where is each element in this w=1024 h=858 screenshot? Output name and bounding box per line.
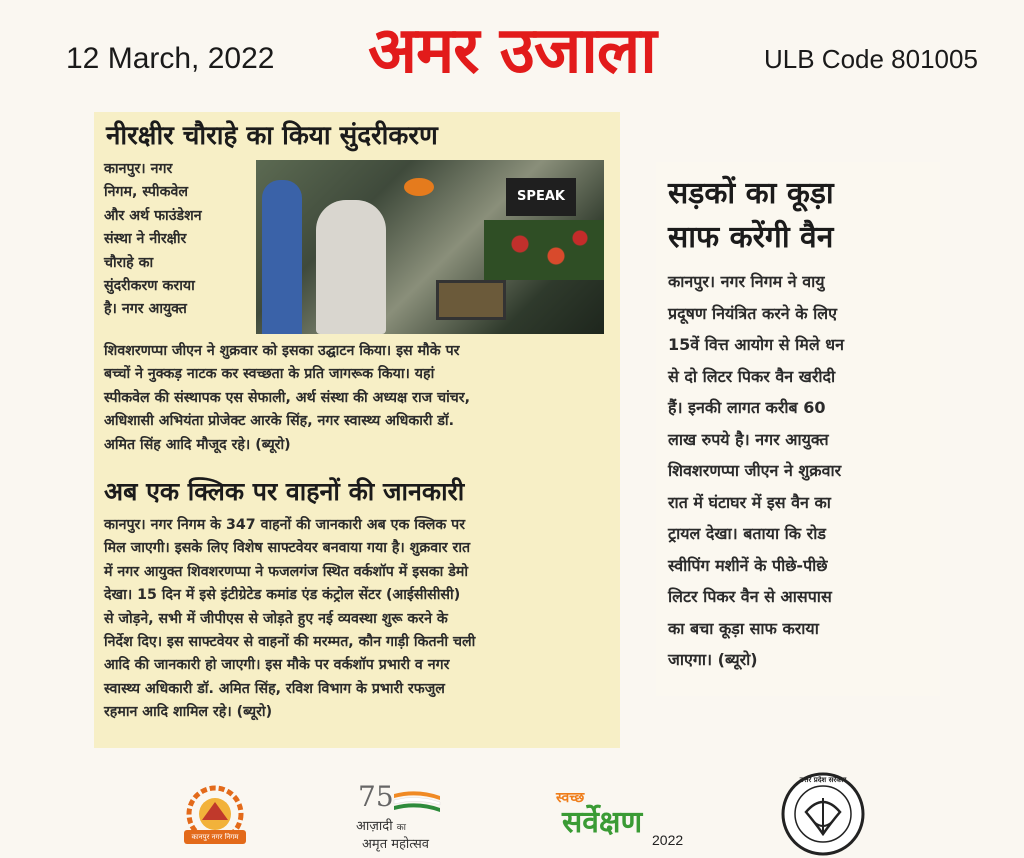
right-line: से दो लिटर पिकर वैन खरीदी [668,366,836,386]
article1-headline: नीरक्षीर चौराहे का किया सुंदरीकरण [106,121,438,151]
right-line: हैं। इनकी लागत करीब 60 [668,398,826,417]
photo-person-center [316,200,386,334]
swachh-top-text: स्वच्छ [556,790,585,806]
right-line: जाएगा। (ब्यूरो) [668,650,758,669]
photo-person-left [262,180,302,334]
article1-line: संस्था ने नीरक्षीर [104,231,187,248]
article2-line: से जोड़ने, सभी में जीपीएस से जोड़ते हुए नई व्यवस्था शुरू करने के [104,610,448,627]
swachh-survekshan-logo [554,784,694,850]
right-body [668,266,936,676]
swachh-year-text: 2022 [652,832,684,848]
up-seal-text: उत्तर प्रदेश सरकार [799,776,847,784]
right-line: लाख रुपये है। नगर आयुक्त [668,429,829,449]
right-line: शिवशरणप्पा जीएन ने शुक्रवार [668,461,842,480]
ulb-code-label: ULB Code 801005 [764,44,978,74]
article2-line: में नगर आयुक्त शिवशरणप्पा ने फजलगंज स्थित वर्कशॉप में इसका डेमो [104,563,469,580]
azadi-75-mark: 75 [358,780,394,813]
right-line: का बचा कूड़ा साफ कराया [668,618,819,638]
masthead-logo: अमर उजाला [368,14,656,88]
right-headline-line: साफ करेंगी वैन [668,220,834,255]
azadi-line1 [356,816,406,834]
right-line: लिटर पिकर वैन से आसपास [668,587,832,606]
right-line: ट्रायल देखा। बताया कि रोड [668,524,826,543]
article2-line: निर्देश दिए। इस साफ्टवेयर से वाहनों की मरम्मत, कौन गाड़ी कितनी चली [104,634,476,651]
article1-line: स्पीकवेल की संस्थापक एस सेफाली, अर्थ संस्था की अध्यक्ष राज चांचर, [104,389,470,406]
article1-line: अमित सिंह आदि मौजूद रहे। (ब्यूरो) [104,436,291,453]
photo-cart [436,280,506,320]
article1-line: कानपुर। नगर [104,161,173,177]
kanpur-logo-text: कानपुर नगर निगम [191,833,239,841]
flag-icon [392,790,442,814]
up-government-seal [780,772,866,856]
right-news-clipping [656,162,940,696]
article1-line: है। नगर आयुक्त [104,301,187,318]
azadi-ka-word: का [396,823,406,833]
article2-line: कानपुर। नगर निगम के 347 वाहनों की जानकारी अब एक क्लिक पर [104,517,466,533]
article1-line: बच्चों ने नुक्कड़ नाटक कर स्वच्छता के प्रति जागरूक किया। यहां [104,366,435,383]
article1-narrow-column [104,158,254,322]
article1-full-column [104,340,614,457]
article1-line: और अर्थ फाउंडेशन [104,207,202,224]
article1-photo [256,160,604,334]
date-label: 12 March, 2022 [66,42,275,75]
photo-flowers [484,220,604,280]
article2-line: स्वास्थ्य अधिकारी डॉ. अमित सिंह, रविश विभाग के प्रभारी रफजुल [104,680,445,697]
article2-line: आदि की जानकारी हो जाएगी। इस मौके पर वर्कशॉप प्रभारी व नगर [104,657,450,674]
article2-column [104,514,614,725]
article1-line: शिवशरणप्पा जीएन ने शुक्रवार को इसका उद्घाटन किया। इस मौके पर [104,343,460,359]
article1-line: निगम, स्पीकवेल [104,184,189,201]
article2-headline: अब एक क्लिक पर वाहनों की जानकारी [104,477,465,506]
right-line: कानपुर। नगर निगम ने वायु [668,272,825,291]
article1-line: सुंदरीकरण कराया [104,278,195,295]
azadi-word: आज़ादी [356,819,393,834]
right-line: प्रदूषण नियंत्रित करने के लिए [668,303,837,323]
azadi-line2: अमृत महोत्सव [362,837,430,852]
article1-line: अधिशासी अभियंता प्रोजेक्ट आरके सिंह, नगर स्वास्थ्य अधिकारी डॉ. [104,413,454,430]
azadi-ka-amrit-mahotsav-logo [350,780,460,852]
article2-line: देखा। 15 दिन में इसे इंटीग्रेटेड कमांड एंड कंट्रोल सेंटर (आईसीसीसी) [104,587,461,604]
right-headline-line: सड़कों का कूड़ा [668,176,834,211]
photo-speak-sign: SPEAK [506,178,576,216]
article2-line: रहमान आदि शामिल रहे। (ब्यूरो) [104,704,273,721]
right-line: रात में घंटाघर में इस वैन का [668,492,831,512]
right-line: स्वीपिंग मशीनें के पीछे-पीछे [668,555,828,575]
swachh-main-text: सर्वेक्षण [562,805,643,840]
article2-line: मिल जाएगी। इसके लिए विशेष साफ्टवेयर बनवाया गया है। शुक्रवार रात [104,540,471,557]
right-line: 15वें वित्त आयोग से मिले धन [668,335,844,354]
right-headline [668,172,834,260]
kanpur-nagar-nigam-logo [176,784,254,848]
photo-turban [404,178,434,196]
article1-line: चौराहे का [104,254,154,271]
left-news-clipping [94,112,620,748]
